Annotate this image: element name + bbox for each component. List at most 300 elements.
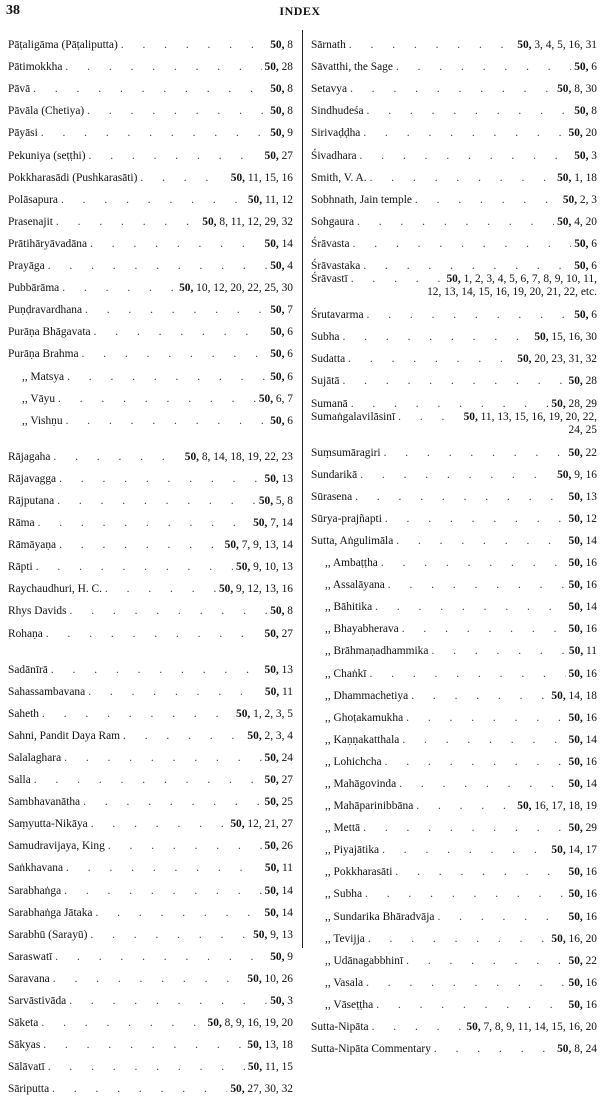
dot-leader xyxy=(36,561,233,574)
page-numbers: 14 xyxy=(582,601,597,614)
dot-leader xyxy=(46,628,262,641)
page-numbers: 26 xyxy=(278,840,293,853)
index-entry xyxy=(8,618,293,640)
index-entry xyxy=(311,366,597,388)
page-references xyxy=(569,955,598,968)
dot-leader xyxy=(83,796,261,809)
page-numbers: 13 xyxy=(278,472,293,485)
page-numbers: 16 xyxy=(582,888,597,901)
index-entry xyxy=(311,118,597,140)
index-entry xyxy=(311,482,597,504)
page-references xyxy=(446,273,597,286)
volume-number: 50, xyxy=(568,601,583,614)
index-term: Rāpti xyxy=(8,561,33,574)
page-references-continued: 12, 13, 14, 15, 16, 19, 20, 21, 22, etc. xyxy=(427,286,597,299)
page-references xyxy=(569,999,598,1012)
page-numbers: 27 xyxy=(278,627,293,640)
index-entry xyxy=(311,747,597,769)
index-entry xyxy=(8,964,293,986)
index-term xyxy=(311,955,403,968)
volume-number: 50, xyxy=(218,583,234,596)
volume-number: 50, xyxy=(264,840,279,853)
page-numbers: 9 xyxy=(284,127,293,140)
page-numbers: 22 xyxy=(582,446,597,459)
index-term: Sarabhaṅga Jātaka xyxy=(8,906,93,919)
dot-leader xyxy=(395,866,565,879)
index-term: Sutta-Nipāta xyxy=(311,1021,369,1034)
index-entry xyxy=(8,464,293,486)
volume-number: 50, xyxy=(568,711,583,724)
page-numbers: 7, 14 xyxy=(267,517,293,530)
page-references xyxy=(270,127,293,140)
index-subterm: ,, Chaṅkī xyxy=(325,667,367,680)
dot-leader xyxy=(437,911,565,924)
dot-leader xyxy=(382,844,548,857)
volume-number: 50, xyxy=(230,171,245,184)
index-term: Puṇḍravardhana xyxy=(8,304,83,317)
dot-leader xyxy=(388,579,566,592)
index-entry xyxy=(8,229,293,251)
index-entry xyxy=(311,570,597,592)
page-references xyxy=(265,150,294,163)
index-term xyxy=(311,778,396,791)
page-references xyxy=(259,393,293,406)
page-references xyxy=(557,216,597,229)
volume-number: 50, xyxy=(270,414,285,427)
volume-number: 50, xyxy=(568,778,583,790)
page-numbers: 6 xyxy=(284,414,293,427)
page-references xyxy=(574,309,597,322)
volume-number: 50, xyxy=(270,326,285,339)
index-term: Suṃsumāragiri xyxy=(311,446,381,459)
index-entry xyxy=(8,898,293,920)
index-term: Śrāvastaka xyxy=(311,260,361,273)
volume-number: 50, xyxy=(184,450,200,463)
index-subterm: ,, Pokkharasāti xyxy=(325,866,393,879)
page-numbers: 11 xyxy=(279,862,293,875)
page-references xyxy=(265,752,294,765)
page-numbers: 6 xyxy=(284,348,293,361)
index-term: Purāṇa Bhāgavata xyxy=(8,326,91,339)
volume-number: 50, xyxy=(568,512,583,525)
dot-leader xyxy=(62,282,176,295)
volume-number: 50, xyxy=(264,237,279,250)
volume-number: 50, xyxy=(202,215,217,228)
volume-number: 50, xyxy=(264,627,279,640)
page-numbers: 13 xyxy=(278,663,293,676)
volume-number: 50, xyxy=(557,171,572,184)
index-term: Sahassambavana xyxy=(8,685,86,698)
index-term: Śrutavarma xyxy=(311,309,364,322)
page-numbers: 8 xyxy=(588,105,597,118)
index-subterm: ,, Mahāparinibbāna xyxy=(325,800,414,813)
page-numbers: 27, 30, 32 xyxy=(244,1083,293,1096)
page-numbers: 6 xyxy=(284,370,293,383)
volume-number: 50, xyxy=(568,866,583,879)
dot-leader xyxy=(402,623,566,636)
index-entry xyxy=(311,592,597,614)
volume-number: 50, xyxy=(247,193,263,206)
page-references xyxy=(574,150,597,163)
page-references xyxy=(265,686,293,699)
page-references xyxy=(557,1043,597,1056)
dot-leader xyxy=(385,756,566,769)
index-term xyxy=(311,933,365,946)
index-entry xyxy=(311,411,597,438)
index-subterm: ,, Ghoṭakamukha xyxy=(325,711,404,724)
volume-number: 50, xyxy=(568,954,583,967)
dot-leader xyxy=(367,105,572,118)
page-references xyxy=(265,862,293,875)
page-numbers: 6 xyxy=(588,260,597,273)
page-references xyxy=(569,822,598,835)
page-numbers: 16 xyxy=(582,976,597,989)
page-numbers: 8 xyxy=(284,83,293,96)
index-term: Pāvāla (Chetiya) xyxy=(8,105,85,118)
dot-leader xyxy=(91,818,228,831)
dot-leader xyxy=(90,238,261,251)
page-numbers: 8, 11, 12, 29, 32 xyxy=(216,215,293,228)
dot-leader xyxy=(95,907,261,920)
page-references xyxy=(230,1083,293,1096)
index-term: Prasenajit xyxy=(8,215,53,228)
dot-leader xyxy=(94,326,268,339)
index-term: Sūrasena xyxy=(311,490,353,503)
page-references xyxy=(569,491,598,504)
dot-leader xyxy=(70,605,268,618)
volume-number: 50, xyxy=(568,755,583,768)
page-references xyxy=(270,260,293,273)
page-numbers: 14, 18 xyxy=(565,689,597,702)
page-numbers: 16 xyxy=(582,866,597,879)
index-term: Sindhudeśa xyxy=(311,105,364,118)
column-divider xyxy=(302,30,303,948)
index-entry xyxy=(311,968,597,990)
index-entry xyxy=(311,725,597,747)
page-numbers: 10, 26 xyxy=(261,972,293,985)
volume-number: 50, xyxy=(270,605,285,618)
page-numbers: 5, 8 xyxy=(273,494,293,507)
dot-leader xyxy=(381,557,566,570)
volume-number: 50, xyxy=(264,906,279,919)
index-entry xyxy=(311,273,597,300)
page-references xyxy=(265,628,294,641)
page-numbers: 16, 17, 18, 19 xyxy=(531,800,597,813)
page-references xyxy=(574,105,597,118)
index-entry xyxy=(311,526,597,548)
index-entry xyxy=(311,879,597,901)
volume-number: 50, xyxy=(247,1039,262,1052)
dot-leader xyxy=(42,708,233,721)
page-references xyxy=(569,712,598,725)
page-header xyxy=(0,0,600,22)
index-subterm: ,, Mahāgovinda xyxy=(325,778,397,790)
volume-number: 50, xyxy=(568,127,583,140)
index-entry xyxy=(8,1030,293,1052)
volume-number: 50, xyxy=(270,127,285,140)
volume-number: 50, xyxy=(179,282,194,295)
page-references xyxy=(270,304,293,317)
volume-number: 50, xyxy=(557,83,572,96)
index-term xyxy=(311,800,413,813)
index-entry xyxy=(311,769,597,791)
index-term xyxy=(8,393,55,406)
index-entry xyxy=(311,1012,597,1034)
page-numbers: 16 xyxy=(582,755,597,768)
index-entry xyxy=(8,384,293,406)
dot-leader xyxy=(375,601,565,614)
page-numbers: 1, 2, 3, 4, 5, 6, 7, 8, 9, 10, 11, xyxy=(460,273,597,286)
page-references xyxy=(202,216,293,229)
page-references xyxy=(569,535,598,548)
dot-leader xyxy=(59,539,222,552)
dot-leader xyxy=(53,451,181,464)
volume-number: 50, xyxy=(236,561,251,574)
index-entry xyxy=(311,163,597,185)
dot-leader xyxy=(41,127,267,140)
volume-number: 50, xyxy=(568,888,583,901)
page-references xyxy=(551,933,597,946)
index-entry xyxy=(8,1052,293,1074)
index-term: Pubbārāma xyxy=(8,282,60,295)
page-references-continued: 24, 25 xyxy=(568,423,597,436)
index-subterm: ,, Subha xyxy=(325,888,363,901)
volume-number: 50, xyxy=(562,193,578,206)
dot-leader xyxy=(365,888,565,901)
page-numbers: 12 xyxy=(582,512,597,525)
dot-leader xyxy=(90,929,250,942)
page-references xyxy=(231,172,293,185)
index-term: Polāsapura xyxy=(8,193,58,206)
volume-number: 50, xyxy=(551,932,566,945)
index-entry xyxy=(311,140,597,162)
volume-number: 50, xyxy=(568,733,583,746)
page-references xyxy=(270,371,293,384)
index-subterm: ,, Assalāyana xyxy=(325,579,385,592)
index-entry xyxy=(8,677,293,699)
page-references xyxy=(265,774,294,787)
page-references xyxy=(569,601,598,614)
page-numbers: 13, 18 xyxy=(261,1039,293,1052)
index-entry xyxy=(311,52,597,74)
index-term: Sahni, Pandit Daya Ram xyxy=(8,729,120,742)
dot-leader xyxy=(67,371,267,384)
index-entry xyxy=(8,486,293,508)
index-entry xyxy=(8,163,293,185)
volume-number: 50, xyxy=(270,105,285,118)
page-numbers: 24 xyxy=(278,752,293,764)
page-references xyxy=(265,796,294,809)
dot-leader xyxy=(402,734,565,747)
volume-number: 50, xyxy=(264,796,279,809)
page-references xyxy=(270,105,293,118)
page-references xyxy=(551,844,597,857)
page-references xyxy=(270,995,293,1008)
volume-number: 50, xyxy=(574,61,589,74)
volume-number: 50, xyxy=(253,928,268,941)
dot-leader xyxy=(396,535,565,548)
index-term: Rohaṇa xyxy=(8,627,43,640)
dot-leader xyxy=(372,1021,464,1034)
index-entry xyxy=(311,388,597,410)
index-term: Setavya xyxy=(311,83,348,96)
dot-leader xyxy=(342,331,531,344)
page-numbers: 20, 23, 31, 32 xyxy=(531,353,597,366)
index-entry xyxy=(8,787,293,809)
index-entry xyxy=(8,809,293,831)
page-numbers: 16 xyxy=(582,623,597,636)
index-entry xyxy=(8,875,293,897)
volume-number: 50, xyxy=(264,752,279,764)
page-references xyxy=(569,734,598,747)
dot-leader xyxy=(342,375,565,388)
index-entry xyxy=(8,317,293,339)
index-term: Sumaṅgalavilāsinī xyxy=(311,410,396,423)
index-term: Śrāvastī xyxy=(311,273,348,286)
dot-leader xyxy=(396,61,571,74)
volume-number: 50, xyxy=(568,623,583,636)
index-entry xyxy=(311,1034,597,1056)
page-numbers: 6 xyxy=(284,326,293,339)
volume-number: 50, xyxy=(574,237,589,250)
volume-number: 50, xyxy=(574,309,589,322)
page-references xyxy=(517,353,597,366)
index-term: Sumanā xyxy=(311,397,348,410)
page-numbers: 27 xyxy=(278,149,293,162)
index-entry xyxy=(8,508,293,530)
index-entry xyxy=(8,920,293,942)
index-term xyxy=(311,844,379,857)
page-references xyxy=(466,1021,597,1034)
page-references xyxy=(248,194,293,207)
index-subterm: ,, Bāhitika xyxy=(325,601,373,614)
index-term xyxy=(311,999,373,1012)
page-references xyxy=(574,260,597,273)
page-references xyxy=(517,800,597,813)
index-term: Sohgaura xyxy=(311,215,355,228)
index-subterm: ,, Kaṇṇakatthala xyxy=(325,733,400,746)
dot-leader xyxy=(350,83,554,96)
volume-number: 50, xyxy=(270,995,285,1008)
page-references xyxy=(247,973,293,986)
page-references xyxy=(569,513,598,526)
page-numbers: 8, 24 xyxy=(571,1043,597,1056)
index-entry xyxy=(311,548,597,570)
index-entry xyxy=(311,460,597,482)
dot-leader xyxy=(65,61,261,74)
dot-leader xyxy=(399,778,565,791)
index-entry xyxy=(311,229,597,251)
index-term: Sārnath xyxy=(311,39,346,52)
page-references xyxy=(557,83,597,96)
page-references xyxy=(236,708,293,721)
volume-number: 50, xyxy=(270,304,285,317)
index-term: Pokkharasādi (Pushkarasāti) xyxy=(8,171,138,184)
page-numbers: 14 xyxy=(278,884,293,897)
index-term: Sadānīrā xyxy=(8,663,48,676)
volume-number: 50, xyxy=(568,446,583,459)
page-references xyxy=(534,331,597,344)
page-numbers: 22 xyxy=(582,954,597,967)
index-entry xyxy=(8,574,293,596)
dot-leader xyxy=(88,686,262,699)
index-term: Sundarikā xyxy=(311,468,358,481)
index-term: Sutta, Aṅgulimāla xyxy=(311,534,394,547)
page-numbers: 7, 9, 13, 14 xyxy=(238,539,293,552)
dot-leader xyxy=(398,411,460,424)
index-entry xyxy=(8,185,293,207)
page-numbers: 16, 20 xyxy=(565,932,597,945)
index-subterm: ,, Piyajātika xyxy=(325,844,380,857)
page-numbers: 6 xyxy=(588,237,597,250)
volume-number: 50, xyxy=(264,61,279,74)
index-entry xyxy=(311,681,597,703)
page-numbers: 16 xyxy=(582,667,597,680)
dot-leader xyxy=(105,583,216,596)
dot-leader xyxy=(353,238,572,251)
page-numbers: 20 xyxy=(582,127,597,140)
dot-leader xyxy=(349,39,514,52)
page-numbers: 28, 29 xyxy=(565,397,597,410)
dot-leader xyxy=(351,273,444,286)
index-term: Salla xyxy=(8,774,31,787)
page-numbers: 28 xyxy=(278,61,293,74)
index-term: Saraswatī xyxy=(8,950,53,963)
index-term: Sāriputta xyxy=(8,1083,50,1096)
page-references xyxy=(569,668,598,681)
index-entry xyxy=(8,853,293,875)
volume-number: 50, xyxy=(264,472,279,485)
dot-leader xyxy=(33,83,267,96)
index-term: Sāvatthi, the Sage xyxy=(311,61,393,74)
index-term: Sambhavanātha xyxy=(8,796,81,809)
volume-number: 50, xyxy=(270,39,285,52)
index-term: Pāyāsi xyxy=(8,127,38,140)
volume-number: 50, xyxy=(258,494,274,507)
page-references xyxy=(265,238,294,251)
index-entry xyxy=(311,185,597,207)
page-numbers: 3, 4, 5, 16, 31 xyxy=(531,39,597,52)
index-term: Sūrya-prajñapti xyxy=(311,512,382,525)
volume-number: 50, xyxy=(270,348,285,361)
page-numbers: 9 xyxy=(284,950,293,963)
page-references xyxy=(253,517,293,530)
dot-leader xyxy=(85,304,267,317)
page-references xyxy=(236,561,293,574)
index-term: Saravana xyxy=(8,972,50,985)
index-entry xyxy=(8,251,293,273)
dot-leader xyxy=(89,150,262,163)
index-entry xyxy=(311,901,597,923)
index-term xyxy=(311,888,362,901)
index-term: Pekuniya (seṭṭhi) xyxy=(8,149,86,162)
page-references xyxy=(270,83,293,96)
index-entry xyxy=(8,295,293,317)
page-numbers: 16 xyxy=(582,711,597,724)
dot-leader xyxy=(355,491,565,504)
volume-number: 50, xyxy=(568,645,584,658)
index-term: Subha xyxy=(311,331,340,344)
page-numbers: 8, 9, 16, 19, 20 xyxy=(221,1017,293,1030)
page-references xyxy=(225,539,293,552)
page-numbers: 1, 18 xyxy=(571,171,597,184)
page-numbers: 28 xyxy=(582,375,597,388)
dot-leader xyxy=(87,105,267,118)
dot-leader xyxy=(370,172,555,185)
index-term: Rājputana xyxy=(8,494,55,507)
volume-number: 50, xyxy=(207,1017,222,1030)
section-gap xyxy=(8,641,293,655)
